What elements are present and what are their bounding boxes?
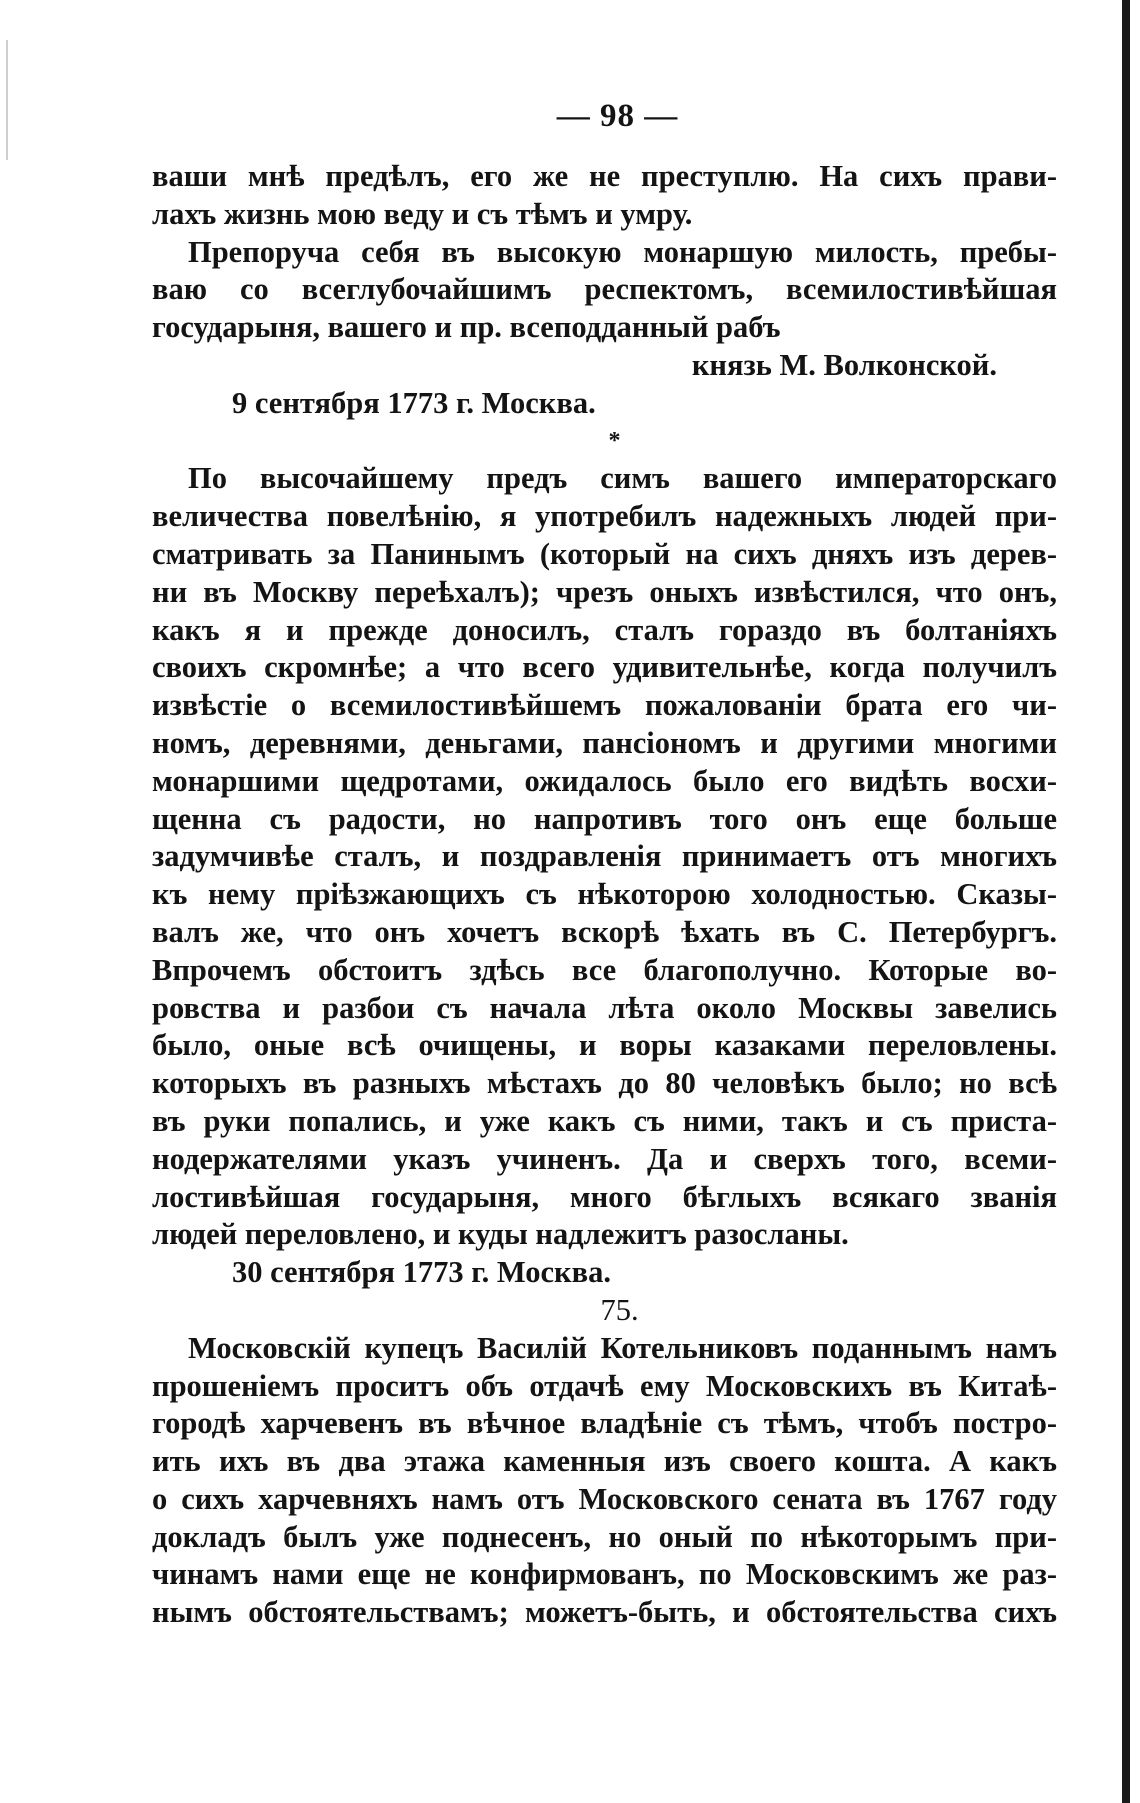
text-line: городѣ харчевенъ въ вѣчное владѣніе съ тѣмъ, чтобъ постро- bbox=[152, 1406, 1057, 1441]
text-line: Впрочемъ обстоитъ здѣсь все благополучно. Которые во- bbox=[152, 952, 1057, 987]
text-line: какъ я и прежде доносилъ, сталъ гораздо въ болтаніяхъ bbox=[152, 612, 1057, 647]
text-line: своихъ скромнѣе; а что всего удивительнѣе, когда получилъ bbox=[152, 650, 1057, 685]
text-line: 30 сентября 1773 г. Москва. bbox=[232, 1255, 611, 1290]
text-line: людей переловлено, и куды надлежитъ разосланы. bbox=[152, 1217, 849, 1252]
text-line: ни въ Москву переѣхалъ); чрезъ оныхъ извѣстился, что онъ, bbox=[152, 574, 1057, 609]
text-line: 75. bbox=[600, 1292, 639, 1327]
text-line: Препоруча себя въ высокую монаршую милость, пребы- bbox=[188, 234, 1057, 269]
text-line: сматривать за Панинымъ (который на сихъ дняхъ изъ дерев- bbox=[152, 536, 1057, 571]
text-line: Московскій купецъ Василій Котельниковъ поданнымъ намъ bbox=[188, 1330, 1057, 1365]
page-edge-shadow bbox=[1122, 0, 1130, 1803]
page-number: — 98 — bbox=[556, 98, 679, 134]
text-line: задумчивѣе сталъ, и поздравленія принимаетъ отъ многихъ bbox=[152, 839, 1057, 874]
text-line: монаршими щедротами, ожидалось было его видѣть восхи- bbox=[152, 763, 1057, 798]
text-line: чинамъ нами еще не конфирмованъ, по Московскимъ же раз- bbox=[152, 1557, 1057, 1592]
text-line: ваю со всеглубочайшимъ респектомъ, всемилостивѣйшая bbox=[152, 272, 1057, 307]
text-line: которыхъ въ разныхъ мѣстахъ до 80 человѣкъ было; но всѣ bbox=[152, 1066, 1057, 1101]
text-line: къ нему пріѣзжающихъ съ нѣкоторою холодностью. Сказы- bbox=[152, 877, 1057, 912]
text-line: прошеніемъ проситъ объ отдачѣ ему Московскихъ въ Китаѣ- bbox=[152, 1368, 1057, 1403]
text-line: о сихъ харчевняхъ намъ отъ Московского сената въ 1767 году bbox=[152, 1481, 1057, 1516]
text-line: государыня, вашего и пр. всеподданный рабъ bbox=[152, 310, 781, 345]
text-lines bbox=[152, 158, 1057, 1632]
text-line: нымъ обстоятельствамъ; можетъ-быть, и обстоятельства сихъ bbox=[152, 1595, 1057, 1630]
text-line: величества повелѣнію, я употребилъ надежныхъ людей при- bbox=[152, 499, 1057, 534]
text-line: щенна съ радости, но напротивъ того онъ еще больше bbox=[152, 801, 1057, 836]
text-line: ровства и разбои съ начала лѣта около Москвы завелись bbox=[152, 990, 1057, 1025]
text-line: По высочайшему предъ симъ вашего императорскаго bbox=[188, 461, 1057, 496]
text-line: номъ, деревнями, деньгами, пансіономъ и другими многими bbox=[152, 725, 1057, 760]
text-line: валъ же, что онъ хочетъ вскорѣ ѣхать въ С. Петербургъ. bbox=[152, 914, 1057, 949]
text-line: извѣстіе о всемилостивѣйшемъ пожалованіи брата его чи- bbox=[152, 688, 1057, 723]
page-edge-mark bbox=[6, 40, 8, 160]
text-line: нодержателями указъ учиненъ. Да и сверхъ того, всеми- bbox=[152, 1141, 1057, 1176]
text-line: докладъ былъ уже поднесенъ, но оный по нѣкоторымъ при- bbox=[152, 1519, 1057, 1554]
text-line: ваши мнѣ предѣлъ, его же не преступлю. На сихъ прави- bbox=[152, 159, 1057, 193]
text-line: въ руки попались, и уже какъ съ ними, такъ и съ приста- bbox=[152, 1103, 1057, 1138]
text-line: лостивѣйшая государыня, много бѣглыхъ всякаго званія bbox=[152, 1179, 1057, 1214]
text-line: * bbox=[608, 427, 621, 454]
text-line: было, оные всѣ очищены, и воры казаками переловлены. bbox=[152, 1028, 1057, 1063]
text-line: 9 сентября 1773 г. Москва. bbox=[232, 385, 596, 420]
text-line: ить ихъ въ два этажа каменныя изъ своего кошта. А какъ bbox=[152, 1444, 1057, 1479]
page-text bbox=[152, 90, 1057, 1632]
text-line: лахъ жизнь мою веду и съ тѣмъ и умру. bbox=[152, 196, 693, 231]
text-line: князь М. Волконской. bbox=[691, 347, 997, 382]
